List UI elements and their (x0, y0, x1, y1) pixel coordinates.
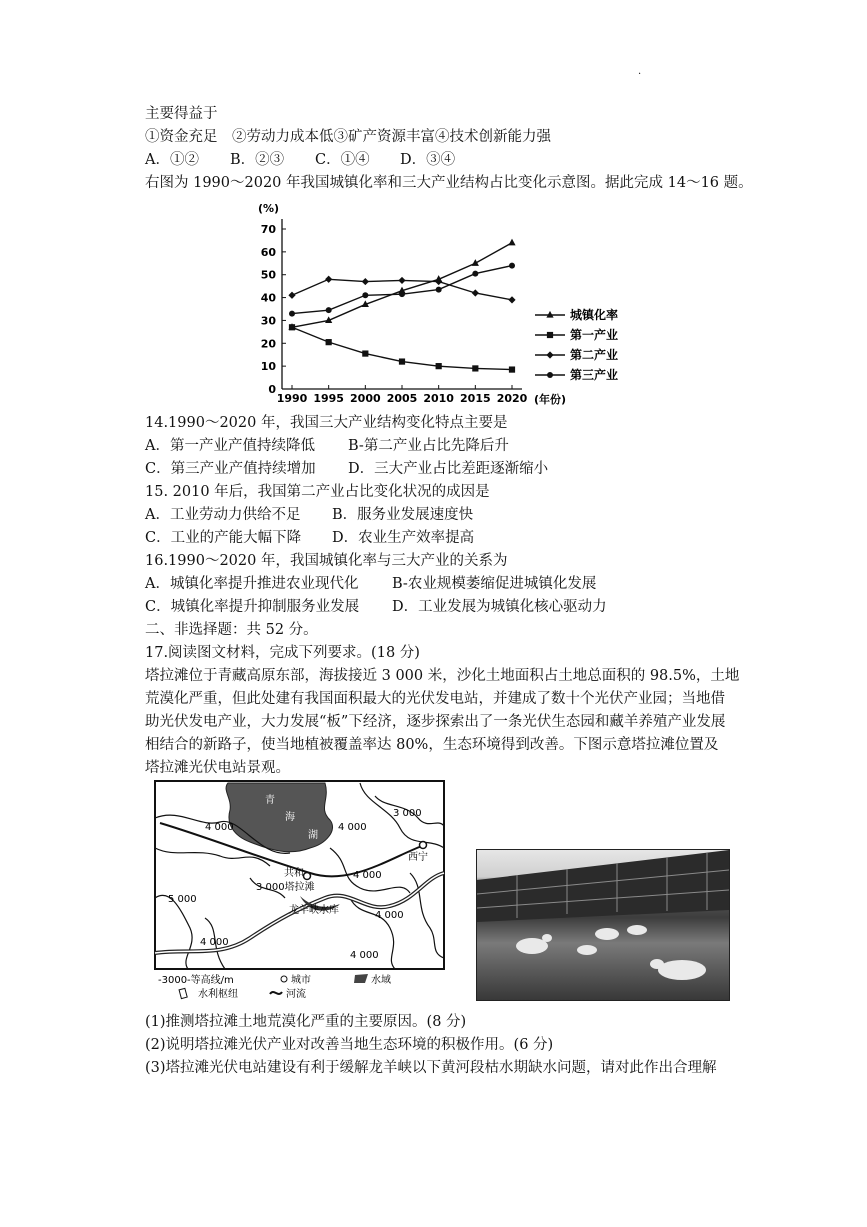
q16-option-d: D．工业发展为城镇化核心驱动力 (392, 599, 607, 615)
y-tick-label: 60 (260, 245, 276, 259)
lake-name-char: 海 (285, 812, 295, 823)
q17-material-line: 荒漠化严重，但此处建有我国面积最大的光伏发电站，并建成了数十个光伏产业园；当地借 (145, 691, 725, 707)
data-point (362, 350, 368, 356)
q16-stem: 16.1990～2020 年，我国城镇化率与三大产业的关系为 (145, 553, 508, 569)
x-tick-label: 2020 (496, 392, 528, 405)
q17-material-line: 助光伏发电产业，大力发展“板”下经济，逐步探索出了一条光伏生态园和藏羊养殖产业发展 (145, 714, 726, 730)
data-point (289, 324, 295, 330)
data-point (435, 278, 442, 285)
contour-label: 4 000 (205, 822, 234, 833)
q13-option-b: B．②③ (230, 152, 285, 168)
page-mark: . (638, 66, 642, 77)
data-point (436, 363, 442, 369)
data-point (362, 292, 368, 298)
legend-marker (546, 351, 553, 358)
y-tick-label: 0 (268, 383, 276, 396)
tala-beach-location-map (150, 778, 450, 1000)
q17-sub-1: (1)推测塔拉滩土地荒漠化严重的主要原因。(8 分) (145, 1014, 467, 1030)
q15-stem: 15. 2010 年后，我国第二产业占比变化状况的成因是 (145, 484, 490, 500)
data-point (326, 339, 332, 345)
q17-material-line: 塔拉滩光伏电站景观。 (145, 760, 290, 776)
q17-material-line: 相结合的新路子，使当地植被覆盖率达 80%，生态环境得到改善。下图示意塔拉滩位置及 (145, 737, 719, 753)
y-tick-label: 40 (260, 291, 276, 305)
reservoir-label: 龙羊峡水库 (289, 905, 339, 916)
data-point (399, 358, 405, 364)
legend-label: 第三产业 (570, 368, 619, 382)
urbanization-industry-chart (245, 193, 665, 418)
chart-intro: 右图为 1990～2020 年我国城镇化率和三大产业结构占比变化示意图。据此完成 14～16 题。 (145, 175, 753, 191)
q15-option-c: C．工业的产能大幅下降 (145, 530, 302, 546)
q14-option-a: A．第一产业产值持续降低 (145, 438, 315, 454)
y-tick-label: 10 (260, 360, 276, 374)
q13-options (145, 150, 455, 170)
data-point (398, 277, 405, 284)
place-label-talatan: 3 000塔拉滩 (256, 882, 315, 893)
legend-dam: 水利枢纽 (198, 989, 238, 1000)
contour-label: 3 000 (393, 808, 422, 819)
q14-stem: 14.1990～2020 年，我国三大产业结构变化特点主要是 (145, 415, 508, 431)
q15-option-b: B．服务业发展速度快 (332, 507, 474, 523)
x-tick-label: 2000 (350, 392, 381, 405)
city-marker-xining (420, 842, 427, 849)
legend-marker (547, 332, 553, 338)
y-tick-label: 30 (260, 314, 276, 328)
data-point (509, 263, 515, 269)
contour-label: 4 000 (338, 822, 367, 833)
sheep-group (516, 925, 706, 980)
data-point (325, 276, 332, 283)
legend-water-symbol (354, 974, 368, 983)
data-point (508, 296, 515, 303)
q15-option-d: D．农业生产效率提高 (332, 530, 475, 546)
contour-label: 4 000 (200, 937, 229, 948)
q13-statements: ①资金充足 ②劳动力成本低③矿产资源丰富④技术创新能力强 (145, 129, 551, 145)
city-label-gonghe: 共和 (284, 868, 304, 879)
x-tick-label: 1990 (276, 392, 308, 405)
legend-river: 河流 (286, 989, 306, 1000)
legend-city-symbol (281, 976, 287, 982)
y-axis-label: (%) (258, 202, 280, 215)
data-point (326, 307, 332, 313)
section-heading: 二、非选择题：共 52 分。 (145, 622, 318, 638)
lake-name-char: 湖 (308, 830, 318, 841)
contour-label: 4 000 (353, 870, 382, 881)
q14-option-b: B-第二产业占比先降后升 (348, 438, 509, 454)
q17-sub-3: (3)塔拉滩光伏电站建设有利于缓解龙羊峡以下黄河段枯水期缺水问题，请对此作出合理解 (145, 1060, 717, 1076)
map-legend (158, 973, 391, 1000)
legend-dam-symbol (179, 988, 187, 998)
legend-city: 城市 (291, 975, 311, 986)
series-line (292, 243, 512, 328)
legend-water: 水域 (371, 975, 391, 986)
legend-label: 第二产业 (570, 348, 619, 362)
city-label-xining: 西宁 (408, 852, 428, 863)
lake-name-char: 青 (265, 795, 275, 806)
data-point (436, 287, 442, 293)
city-marker-gonghe (304, 873, 311, 880)
legend-label: 城镇化率 (570, 308, 619, 322)
x-tick-label: 1995 (313, 392, 344, 405)
data-point (399, 291, 405, 297)
legend-river-symbol (270, 992, 282, 994)
data-point (472, 365, 478, 371)
data-point (472, 271, 478, 277)
data-point (472, 289, 479, 296)
x-tick-label: 2015 (460, 392, 491, 405)
q14-option-d: D．三大产业占比差距逐渐缩小 (348, 461, 549, 477)
solar-panels-graphic (477, 850, 729, 1000)
data-point (289, 311, 295, 317)
y-tick-label: 20 (260, 337, 276, 351)
data-point (509, 366, 515, 372)
legend-marker (546, 311, 553, 318)
legend-label: 第一产业 (570, 328, 619, 342)
line-continuation: 主要得益于 (145, 106, 218, 122)
contour-label: 4 000 (350, 950, 379, 961)
y-tick-label: 70 (260, 223, 276, 236)
x-axis-label: (年份) (534, 393, 567, 406)
contour-label: 4 000 (375, 910, 404, 921)
data-point (508, 239, 515, 246)
x-tick-label: 2010 (423, 392, 454, 405)
y-tick-label: 50 (260, 268, 276, 282)
q17-sub-2: (2)说明塔拉滩光伏产业对改善当地生态环境的积极作用。(6 分) (145, 1037, 554, 1053)
q16-option-b: B-农业规模萎缩促进城镇化发展 (392, 576, 597, 592)
q16-option-a: A．城镇化率提升推进农业现代化 (145, 576, 359, 592)
data-point (362, 278, 369, 285)
data-point (288, 292, 295, 299)
q17-stem: 17.阅读图文材料，完成下列要求。(18 分) (145, 645, 420, 661)
q16-option-c: C．城镇化率提升抑制服务业发展 (145, 599, 360, 615)
q13-option-c: C．①④ (315, 152, 370, 168)
solar-station-photo (476, 849, 730, 1001)
q15-option-a: A．工业劳动力供给不足 (145, 507, 301, 523)
q17-material-line: 塔拉滩位于青藏高原东部，海拔接近 3 000 米，沙化土地面积占土地总面积的 98.5%，土地 (145, 668, 740, 684)
q13-option-a: A．①② (145, 152, 199, 168)
q13-option-d: D．③④ (400, 152, 456, 168)
legend-contour: -3000-等高线/m (158, 975, 234, 986)
contour-label: 5 000 (168, 894, 197, 905)
legend-marker (547, 372, 553, 378)
x-tick-label: 2005 (386, 392, 418, 405)
q14-option-c: C．第三产业产值持续增加 (145, 461, 316, 477)
